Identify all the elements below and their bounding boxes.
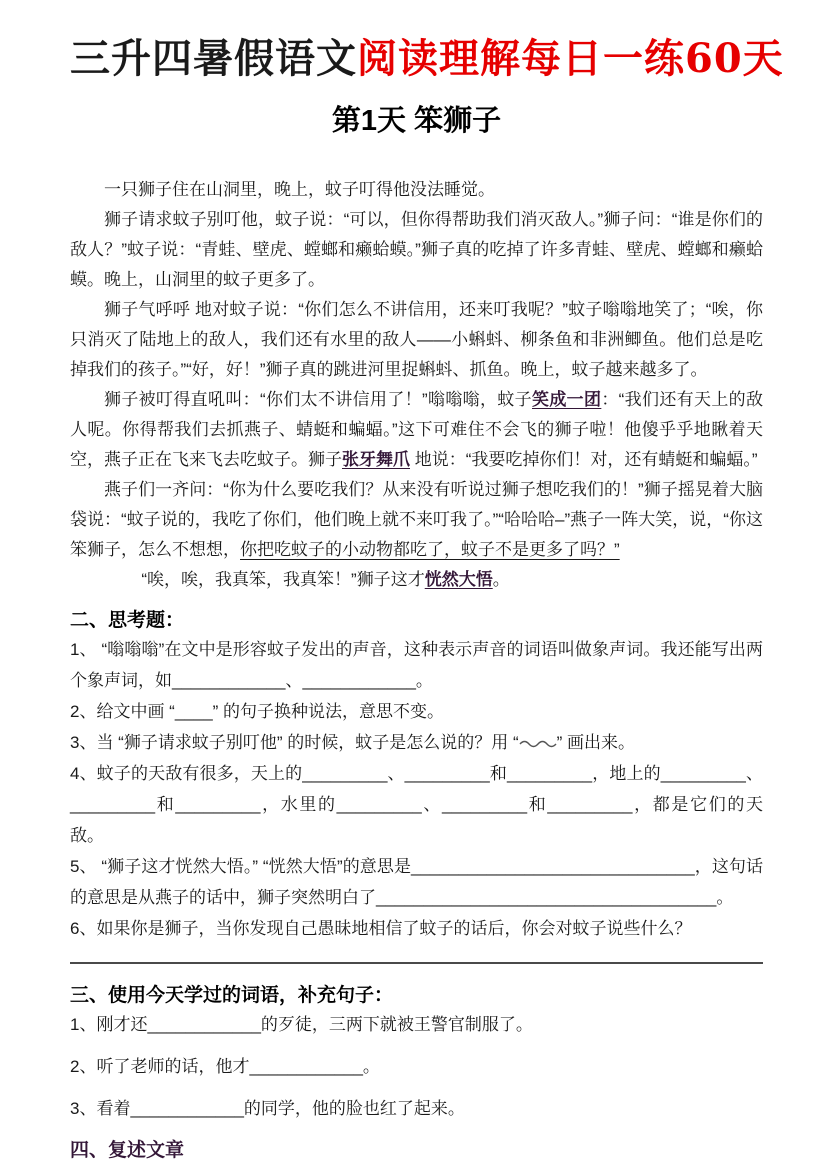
question-4: 4、蚊子的天敌有很多，天上的_________、_________和_________，地上的_________、_________和_________，水里的_________、_________和_________，都是它们的天敌。 xyxy=(70,764,763,845)
thinking-questions-section xyxy=(70,605,763,944)
story-text-segment: 燕子们一齐问：“你为什么要吃我们？从来没有听说过狮子想吃我们的！”狮子摇晃着大脑袋说：“蚊子说的，我吃了你们，他们晚上就不来叮我了。”“哈哈哈–”燕子一阵大笑，说，“你这笨狮子，怎么不想想， xyxy=(70,480,763,559)
question-1: 1、 “嗡嗡嗡”在文中是形容蚊子发出的声音，这种表示声音的词语叫做象声词。我还能写出两个象声词，如____________、____________。 xyxy=(70,640,763,690)
section3-heading: 三、使用今天学过的词语，补充句子： xyxy=(70,985,394,1006)
question-3 xyxy=(70,727,763,758)
section4-heading: 四、复述文章 xyxy=(70,1140,185,1161)
question-2: 2、给文中画 “____” 的句子换种说法，意思不变。 xyxy=(70,702,445,721)
section2-heading: 二、思考题： xyxy=(70,610,185,631)
story-paragraph-6 xyxy=(70,565,763,595)
fill-in-sentences-section xyxy=(70,980,763,1124)
story-section xyxy=(70,175,763,595)
story-paragraph-4 xyxy=(70,385,763,475)
title-red-part: 阅读理解每日一练60天 xyxy=(357,35,784,82)
answer-writing-line xyxy=(70,962,763,964)
sentence-3: 3、看着____________的同学，他的脸也红了起来。 xyxy=(70,1099,465,1118)
story-paragraph-5 xyxy=(70,475,763,565)
underlined-sentence: 你把吃蚊子的小动物都吃了，蚊子不是更多了吗？” xyxy=(240,540,620,559)
story-text-segment: 。 xyxy=(492,570,510,589)
sentence-1: 1、刚才还____________的歹徒，三两下就被王警官制服了。 xyxy=(70,1015,533,1034)
question-text-segment: ” 画出来。 xyxy=(556,733,635,752)
story-text-segment: 狮子被叮得直吼叫：“你们太不讲信用了！”嗡嗡嗡，蚊子 xyxy=(104,390,532,409)
sentence-2: 2、听了老师的话，他才____________。 xyxy=(70,1057,380,1076)
highlighted-idiom-huangrandawu: 恍然大悟 xyxy=(424,570,493,589)
question-5: 5、 “狮子这才恍然大悟。” “恍然大悟”的意思是______________________________，这句话的意思是从燕子的话中，狮子突然明白了____________________________________。 xyxy=(70,857,763,907)
story-text-segment: “唉，唉，我真笨，我真笨！”狮子这才 xyxy=(141,570,425,589)
title-black-part: 三升四暑假语文 xyxy=(70,35,357,82)
highlighted-idiom-xiaochengyituan: 笑成一团 xyxy=(532,390,602,409)
story-paragraph-3: 狮子气呼呼 地对蚊子说：“你们怎么不讲信用，还来叮我呢？”蚊子嗡嗡地笑了；“唉，你只消灭了陆地上的敌人，我们还有水里的敌人——小蝌蚪、柳条鱼和非洲鲫鱼。他们总是吃掉我们的孩子。”“好，好！”狮子真的跳进河里捉蝌蚪、抓鱼。晚上，蚊子越来越多了。 xyxy=(70,300,763,379)
wavy-line-icon xyxy=(519,737,557,748)
highlighted-idiom-zhangyawuzhao: 张牙舞爪 xyxy=(342,450,410,469)
page-title xyxy=(70,35,784,82)
story-paragraph-2: 狮子请求蚊子别叮他，蚊子说：“可以，但你得帮助我们消灭敌人。”狮子问：“谁是你们的敌人？”蚊子说：“青蛙、壁虎、螳螂和癞蛤蟆。”狮子真的吃掉了许多青蛙、壁虎、螳螂和癞蛤蟆。晚上，山洞里的蚊子更多了。 xyxy=(70,210,763,289)
lesson-title: 第1天 笨狮子 xyxy=(331,105,502,137)
question-6: 6、如果你是狮子，当你发现自己愚昧地相信了蚊子的话后，你会对蚊子说些什么？ xyxy=(70,919,692,938)
question-text-segment: 3、当 “狮子请求蚊子别叮他” 的时候，蚊子是怎么说的？用 “ xyxy=(70,733,519,752)
story-paragraph-1: 一只狮子住在山洞里，晚上，蚊子叮得他没法睡觉。 xyxy=(104,180,495,199)
story-text-segment: 地说：“我要吃掉你们！对，还有蜻蜓和蝙蝠。” xyxy=(410,450,758,469)
story-text-segment: ：“我们还有天上的敌人呢。你得帮我们去抓燕子、蜻蜓和蝙蝠。”这下可难住不会飞的狮子啦！他傻乎乎地瞅着天空，燕子正在飞来飞去吃蚊子。狮子 xyxy=(70,390,764,469)
